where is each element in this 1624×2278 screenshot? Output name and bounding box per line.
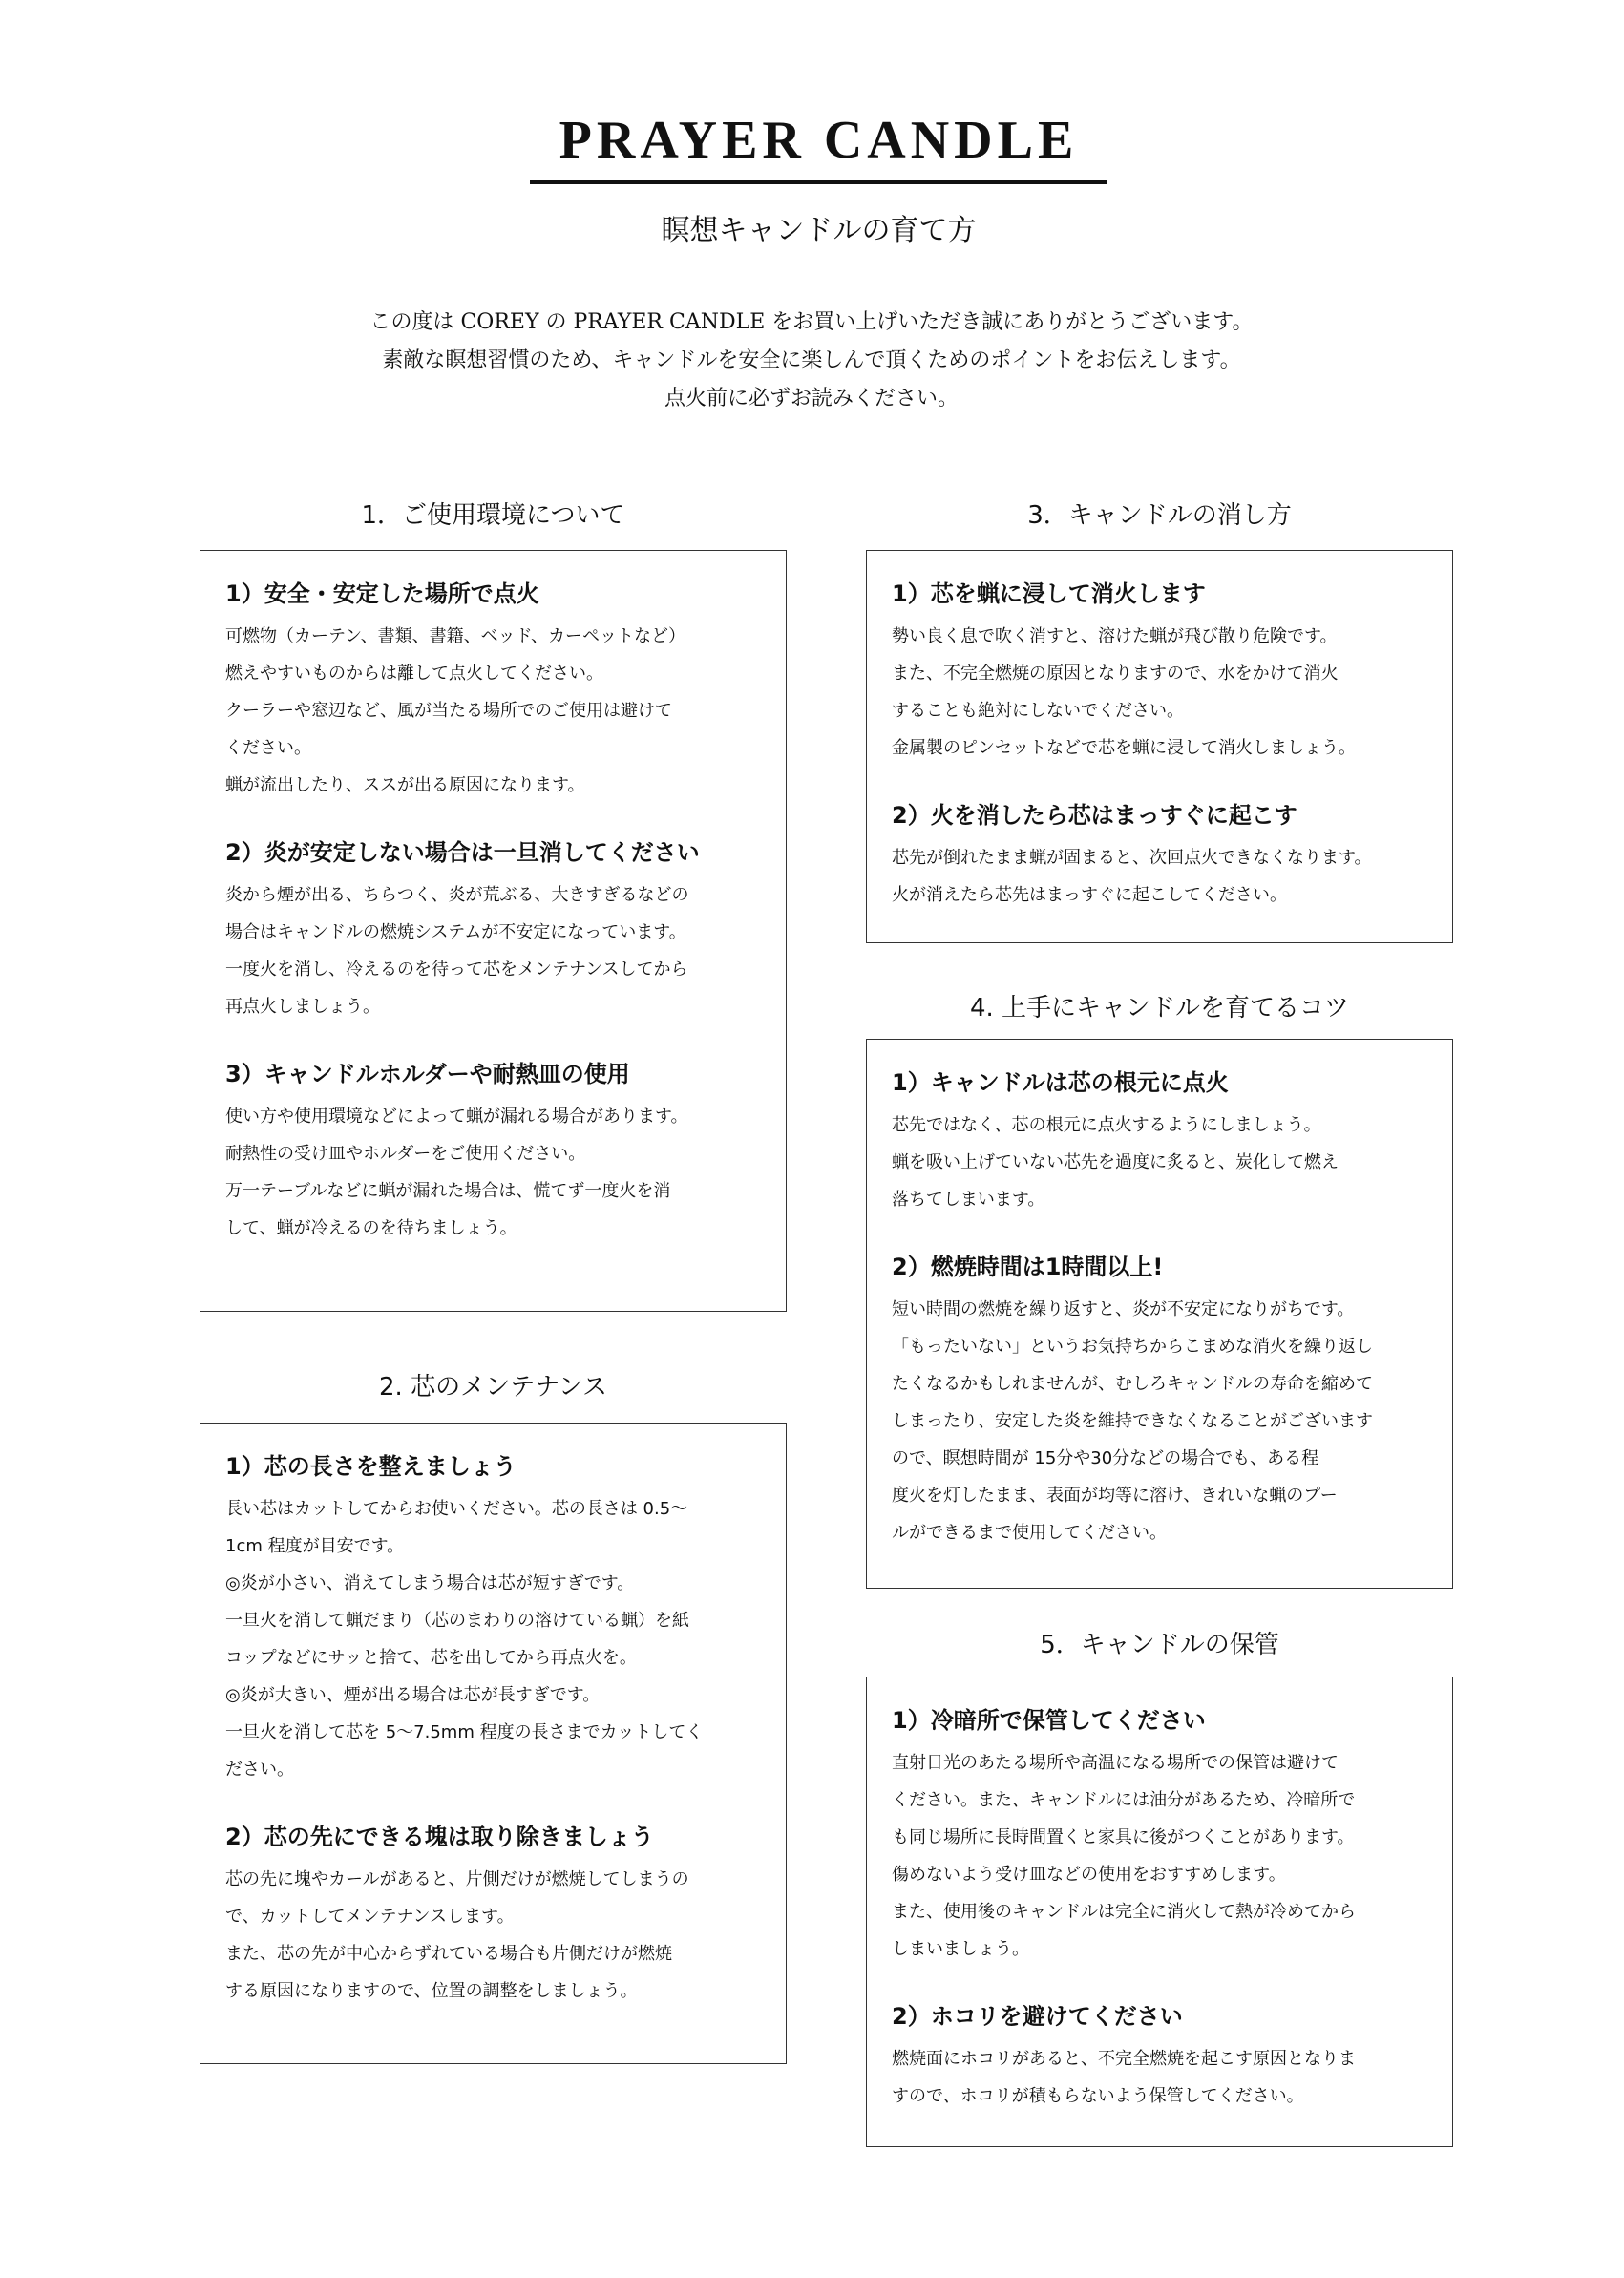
item-line: 蝋が流出したり、ススが出る原因になります。 <box>225 775 585 795</box>
intro-line: 素敵な瞑想習慣のため、キャンドルを安全に楽しんで頂くためのポイントをお伝えします。 <box>382 348 1241 372</box>
section-item <box>225 1058 767 1247</box>
item-line: 短い時間の燃焼を繰り返すと、炎が不安定になりがちです。 <box>892 1299 1355 1319</box>
item-line: コップなどにサッと捨て、芯を出してから再点火を。 <box>225 1648 637 1668</box>
item-line: ルができるまで使用してください。 <box>892 1523 1167 1543</box>
item-line: 再点火しましょう。 <box>225 997 380 1017</box>
item-line: 蝋を吸い上げていない芯先を過度に炙ると、炭化して燃え <box>892 1152 1339 1172</box>
item-line: 耐熱性の受け皿やホルダーをご使用ください。 <box>225 1144 586 1164</box>
section-heading-extinguishing: 3．キャンドルの消し方 <box>1027 501 1292 530</box>
item-line: して、蝋が冷えるのを待ちましょう。 <box>225 1218 517 1238</box>
item-line: 度火を灯したまま、表面が均等に溶け、きれいな蝋のプー <box>892 1486 1338 1506</box>
item-line: 使い方や使用環境などによって蝋が漏れる場合があります。 <box>225 1107 688 1127</box>
title-underline <box>530 180 1107 184</box>
section-item <box>892 578 1433 767</box>
item-line: することも絶対にしないでください。 <box>892 701 1184 721</box>
item-line: ください。また、キャンドルには油分があるため、冷暗所で <box>892 1790 1356 1810</box>
item-line: しまったり、安定した炎を維持できなくなることがございます <box>892 1411 1373 1431</box>
section-item <box>892 2000 1433 2115</box>
section-item <box>225 1450 767 1788</box>
item-line: も同じ場所に長時間置くと家具に後がつくことがあります。 <box>892 1827 1355 1847</box>
item-line: 一度火を消し、冷えるのを待って芯をメンテナンスしてから <box>225 960 688 980</box>
intro-text <box>191 304 1432 418</box>
item-line: 傷めないよう受け皿などの使用をおすすめします。 <box>892 1865 1286 1885</box>
item-title: 1）キャンドルは芯の根元に点火 <box>892 1069 1229 1096</box>
section-box-extinguishing <box>866 550 1453 943</box>
section-box-wick-maintenance <box>200 1423 787 2064</box>
item-title: 2）炎が安定しない場合は一旦消してください <box>225 839 700 866</box>
item-line: 可燃物（カーテン、書類、書籍、ベッド、カーペットなど） <box>225 626 686 646</box>
section-item <box>225 1821 767 2010</box>
item-line: 芯先ではなく、芯の根元に点火するようにしましょう。 <box>892 1115 1321 1135</box>
section-item <box>892 1066 1433 1218</box>
section-heading-tips: 4. 上手にキャンドルを育てるコツ <box>969 994 1350 1023</box>
item-line: 燃えやすいものからは離して点火してください。 <box>225 664 603 684</box>
item-line: ◎炎が大きい、煙が出る場合は芯が長すぎです。 <box>225 1685 601 1705</box>
item-line: で、カットしてメンテナンスします。 <box>225 1907 515 1927</box>
item-line: する原因になりますので、位置の調整をしましょう。 <box>225 1981 638 2001</box>
section-item <box>892 1704 1433 1968</box>
item-title: 2）燃焼時間は1時間以上! <box>892 1254 1164 1280</box>
item-line: 落ちてしまいます。 <box>892 1190 1045 1210</box>
section-item <box>225 836 767 1025</box>
item-line: 一旦火を消して芯を 5～7.5mm 程度の長さまでカットしてく <box>225 1722 704 1742</box>
intro-line: この度は COREY の PRAYER CANDLE をお買い上げいただき誠にありがとうございます。 <box>369 310 1254 334</box>
section-heading-usage-environment: 1．ご使用環境について <box>361 501 625 530</box>
item-line: ださい。 <box>225 1760 294 1780</box>
item-title: 2）芯の先にできる塊は取り除きましょう <box>225 1824 654 1850</box>
item-title: 1）安全・安定した場所で点火 <box>225 580 539 607</box>
item-line: 一旦火を消して蝋だまり（芯のまわりの溶けている蝋）を紙 <box>225 1611 689 1631</box>
item-line: たくなるかもしれませんが、むしろキャンドルの寿命を縮めて <box>892 1374 1373 1394</box>
document-subtitle: 瞑想キャンドルの育て方 <box>661 214 977 247</box>
item-line: クーラーや窓辺など、風が当たる場所でのご使用は避けて <box>225 701 672 721</box>
document-title: PRAYER CANDLE <box>559 111 1079 170</box>
item-line: 炎から煙が出る、ちらつく、炎が荒ぶる、大きすぎるなどの <box>225 885 689 905</box>
item-line: 火が消えたら芯先はまっすぐに起こしてください。 <box>892 885 1287 905</box>
item-line: また、使用後のキャンドルは完全に消火して熱が冷めてから <box>892 1902 1356 1922</box>
item-line: ので、瞑想時間が 15分や30分などの場合でも、ある程 <box>892 1448 1319 1468</box>
item-line: 燃焼面にホコリがあると、不完全燃焼を起こす原因となりま <box>892 2049 1356 2069</box>
item-line: 場合はキャンドルの燃焼システムが不安定になっています。 <box>225 922 686 942</box>
item-title: 2）ホコリを避けてください <box>892 2003 1183 2030</box>
item-line: しまいましょう。 <box>892 1939 1029 1959</box>
item-line: 1cm 程度が目安です。 <box>225 1536 405 1556</box>
section-box-usage-environment <box>200 550 787 1312</box>
item-line: 金属製のピンセットなどで芯を蝋に浸して消火しましょう。 <box>892 738 1356 758</box>
item-line: 勢い良く息で吹く消すと、溶けた蝋が飛び散り危険です。 <box>892 626 1338 646</box>
section-heading-storage: 5．キャンドルの保管 <box>1040 1631 1279 1659</box>
item-title: 3）キャンドルホルダーや耐熱皿の使用 <box>225 1061 630 1087</box>
item-line: すので、ホコリが積もらないよう保管してください。 <box>892 2086 1304 2106</box>
section-heading-wick-maintenance: 2. 芯のメンテナンス <box>379 1373 607 1402</box>
item-line: 「もったいない」というお気持ちからこまめな消火を繰り返し <box>892 1337 1373 1357</box>
item-line: また、芯の先が中心からずれている場合も片側だけが燃焼 <box>225 1944 672 1964</box>
section-item <box>892 799 1433 914</box>
intro-line: 点火前に必ずお読みください。 <box>664 387 959 411</box>
item-line: ◎炎が小さい、消えてしまう場合は芯が短すぎです。 <box>225 1573 635 1593</box>
item-line: 長い芯はカットしてからお使いください。芯の長さは 0.5～ <box>225 1499 688 1519</box>
item-title: 1）冷暗所で保管してください <box>892 1707 1206 1734</box>
item-line: 直射日光のあたる場所や高温になる場所での保管は避けて <box>892 1753 1339 1773</box>
section-item <box>892 1251 1433 1551</box>
section-box-storage <box>866 1677 1453 2147</box>
item-line: ください。 <box>225 738 311 758</box>
item-title: 2）火を消したら芯はまっすぐに起こす <box>892 802 1297 829</box>
item-line: 芯先が倒れたまま蝋が固まると、次回点火できなくなります。 <box>892 848 1372 868</box>
section-item <box>225 578 767 804</box>
section-box-tips <box>866 1039 1453 1589</box>
item-title: 1）芯を蝋に浸して消火します <box>892 580 1206 607</box>
item-line: 芯の先に塊やカールがあると、片側だけが燃焼してしまうの <box>225 1869 689 1889</box>
item-title: 1）芯の長さを整えましょう <box>225 1453 517 1480</box>
item-line: また、不完全燃焼の原因となりますので、水をかけて消火 <box>892 664 1339 684</box>
item-line: 万一テーブルなどに蝋が漏れた場合は、慌てず一度火を消 <box>225 1181 671 1201</box>
